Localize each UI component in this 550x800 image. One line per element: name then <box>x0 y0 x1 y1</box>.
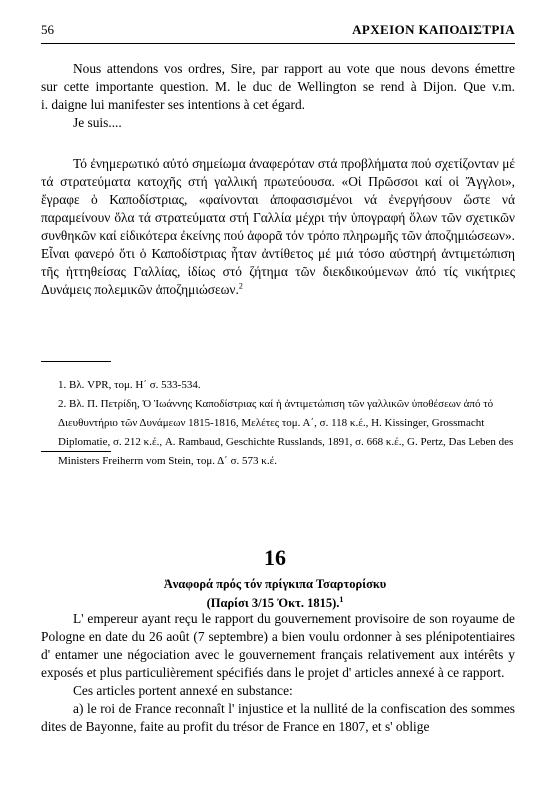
page-number: 56 <box>41 22 54 37</box>
header-rule <box>41 43 515 44</box>
footnote-reference: 1 <box>339 594 344 604</box>
letter-line: i. daigne lui manifester ses intentions à cet égard. <box>41 97 306 112</box>
commentary-text <box>41 155 515 299</box>
body-paragraph: a) le roi de France reconnaît l' injustice et la nullité de la confiscation des sommes dites de Bayonne, faite au profit du trésor de France en 1807, et s' oblige <box>41 701 515 734</box>
document-date-text: (Παρίσι 3/15 Ὀκτ. 1815). <box>206 596 340 610</box>
commentary-paragraph <box>41 155 515 299</box>
letter-line: sur cette importante question. M. le duc de Wellington se rend à Dijon. Que v.m. <box>41 79 515 94</box>
running-title: ΑΡΧΕΙΟΝ ΚΑΠΟΔΙΣΤΡΙΑ <box>352 22 515 37</box>
document-body <box>41 610 515 736</box>
section-separator <box>41 451 111 452</box>
footnote-separator <box>41 361 111 362</box>
footnote: 1. Βλ. VPR, τομ. Η΄ σ. 533-534. <box>58 379 201 391</box>
footnote-reference: 2 <box>238 281 243 291</box>
footnote: 2. Βλ. Π. Πετρίδη, Ὁ Ἰωάννης Καποδίστριας καί ἡ ἀντιμετώπιση τῶν γαλλικῶν ὑποθέσεων ἀπό τό Διευθυντήριο τῶν Δυνάμεων 1815-1816, Μελέτες τομ. Α΄, σ. 118 κ.έ., H. Kissinger, Grossmacht Diplomatie, σ. 212 κ.έ., A. Rambaud, Geschichte Russlands, 1891, σ. 668 κ.έ., G. Pertz, Das Leben des Ministers Freiherrn vom Stein, τομ. Δ΄ σ. 573 κ.έ. <box>58 398 514 467</box>
document-title: Ἀναφορά πρός τόν πρίγκιπα Τσαρτορίσκυ <box>163 577 387 591</box>
letter-line: Nous attendons vos ordres, Sire, par rapport au vote que nous devons émettre <box>73 61 515 76</box>
commentary-body: Τό ἐνημερωτικό αὐτό σημείωμα ἀναφερόταν στά προβλήματα πού σχετίζονταν μέ τά στρατεύματα κατοχῆς στή γαλλική πρωτεύουσα. «Οἱ Πρῶσσοι καί οἱ Ἄγγλοι», ἔγραφε ὁ Καποδίστριας, «φαίνονται ἀποφασισμένοι νά ἐνεργήσουν ὥστε νά παραμείνουν ὅλα τά στρατεύματα στή Γαλλία μέχρι τήν ὑπογραφή ὅλων τῶν σχετικῶν συνθηκῶν καί εἰδικότερα ἐκείνης πού ἀφορᾶ τόν τρόπο πληρωμῆς τῶν ἀποζημιώσεων». Εἶναι φανερό ὅτι ὁ Καποδίστριας ἦταν ἀντίθετος μέ μιά τόσο αὐστηρή ἀντιμετώπιση τῆς ἡττηθείσας Γαλλίας, ἰδίως στό ζήτημα τῶν διεκδικούμενων ἀπό τίς νικήτριες Δυνάμεις πολεμικῶν ἀποζημιώσεων. <box>41 156 515 297</box>
body-paragraph: L' empereur ayant reçu le rapport du gouvernement provisoire de son royaume de Pologne en date du 26 août (7 septembre) a bien voulu ordonner à ses plénipotentiaires d' entamer une négociation avec le gouvernement français relativement aux intérêts y exposés et plus particulièrement spécifiés dans le projet d' articles annexé à ce rapport. <box>41 611 515 680</box>
document-number: 16 <box>264 545 286 570</box>
letter-ending <box>41 60 515 132</box>
body-paragraph: Ces articles portent annexé en substance: <box>73 683 293 698</box>
page-header <box>41 22 515 40</box>
letter-closing: Je suis.... <box>73 115 122 130</box>
footnotes <box>41 376 515 471</box>
document-heading <box>0 575 550 613</box>
